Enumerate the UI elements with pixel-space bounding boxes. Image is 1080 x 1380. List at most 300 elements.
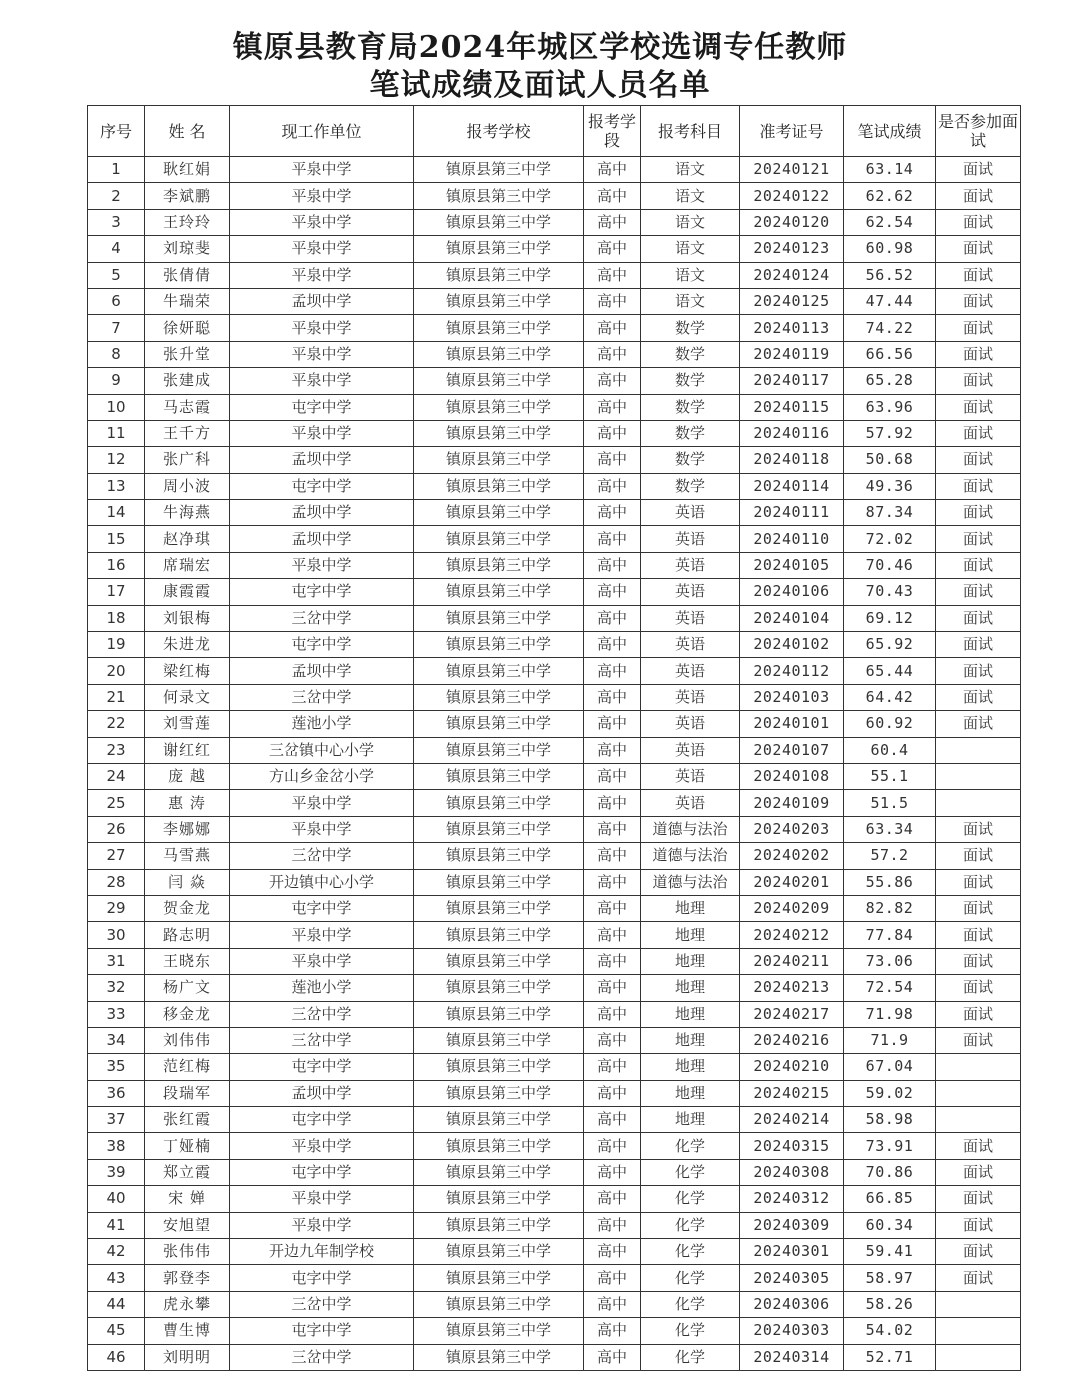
- cell-name: 庞 越: [145, 763, 230, 789]
- cell-interview: 面试: [936, 895, 1021, 921]
- table-row: [88, 1001, 1021, 1027]
- cell-unit: 孟坝中学: [230, 500, 414, 526]
- table-header: [88, 106, 1021, 157]
- cell-level: 高中: [584, 183, 641, 209]
- cell-interview: 面试: [936, 658, 1021, 684]
- cell-exam-id: 20240117: [740, 368, 844, 394]
- col-header-interview: 是否参加面试: [936, 106, 1021, 157]
- cell-interview: 面试: [936, 368, 1021, 394]
- cell-score: 70.43: [844, 579, 936, 605]
- cell-name: 安旭望: [145, 1212, 230, 1238]
- cell-unit: 方山乡金岔小学: [230, 763, 414, 789]
- cell-index: 27: [88, 843, 145, 869]
- cell-level: 高中: [584, 552, 641, 578]
- cell-unit: 平泉中学: [230, 790, 414, 816]
- cell-score: 51.5: [844, 790, 936, 816]
- cell-school: 镇原县第三中学: [414, 209, 584, 235]
- cell-school: 镇原县第三中学: [414, 632, 584, 658]
- cell-subject: 地理: [641, 975, 740, 1001]
- cell-index: 22: [88, 711, 145, 737]
- cell-name: 李斌鹏: [145, 183, 230, 209]
- cell-index: 21: [88, 684, 145, 710]
- cell-unit: 孟坝中学: [230, 288, 414, 314]
- cell-score: 67.04: [844, 1054, 936, 1080]
- cell-school: 镇原县第三中学: [414, 684, 584, 710]
- cell-unit: 三岔中学: [230, 605, 414, 631]
- table-row: [88, 711, 1021, 737]
- table-row: [88, 1107, 1021, 1133]
- cell-unit: 屯字中学: [230, 394, 414, 420]
- cell-level: 高中: [584, 526, 641, 552]
- cell-exam-id: 20240124: [740, 262, 844, 288]
- title-line-1: 镇原县教育局2024年城区学校选调专任教师: [232, 30, 848, 65]
- cell-interview: [936, 1107, 1021, 1133]
- col-header-exam-id: 准考证号: [740, 106, 844, 157]
- cell-score: 73.06: [844, 948, 936, 974]
- title-line-2: 笔试成绩及面试人员名单: [369, 68, 711, 103]
- cell-score: 57.92: [844, 420, 936, 446]
- cell-subject: 地理: [641, 895, 740, 921]
- cell-exam-id: 20240104: [740, 605, 844, 631]
- cell-index: 33: [88, 1001, 145, 1027]
- cell-level: 高中: [584, 1186, 641, 1212]
- cell-exam-id: 20240115: [740, 394, 844, 420]
- cell-school: 镇原县第三中学: [414, 790, 584, 816]
- cell-subject: 语文: [641, 236, 740, 262]
- cell-school: 镇原县第三中学: [414, 975, 584, 1001]
- table-row: [88, 447, 1021, 473]
- cell-subject: 地理: [641, 948, 740, 974]
- cell-subject: 化学: [641, 1344, 740, 1370]
- cell-level: 高中: [584, 1212, 641, 1238]
- cell-exam-id: 20240306: [740, 1291, 844, 1317]
- table-row: [88, 500, 1021, 526]
- cell-index: 18: [88, 605, 145, 631]
- cell-unit: 平泉中学: [230, 948, 414, 974]
- cell-school: 镇原县第三中学: [414, 368, 584, 394]
- cell-level: 高中: [584, 341, 641, 367]
- cell-name: 张升堂: [145, 341, 230, 367]
- cell-name: 谢红红: [145, 737, 230, 763]
- cell-unit: 三岔中学: [230, 1001, 414, 1027]
- cell-subject: 语文: [641, 288, 740, 314]
- cell-index: 41: [88, 1212, 145, 1238]
- cell-level: 高中: [584, 763, 641, 789]
- cell-name: 张红霞: [145, 1107, 230, 1133]
- cell-level: 高中: [584, 658, 641, 684]
- cell-level: 高中: [584, 843, 641, 869]
- results-table: [87, 105, 1021, 1371]
- cell-exam-id: 20240301: [740, 1239, 844, 1265]
- cell-subject: 道德与法治: [641, 816, 740, 842]
- cell-name: 席瑞宏: [145, 552, 230, 578]
- table-body: [88, 157, 1021, 1371]
- cell-school: 镇原县第三中学: [414, 1186, 584, 1212]
- table-row: [88, 1080, 1021, 1106]
- cell-index: 19: [88, 632, 145, 658]
- cell-unit: 平泉中学: [230, 368, 414, 394]
- cell-school: 镇原县第三中学: [414, 605, 584, 631]
- cell-exam-id: 20240308: [740, 1159, 844, 1185]
- cell-level: 高中: [584, 737, 641, 763]
- cell-name: 牛瑞荣: [145, 288, 230, 314]
- cell-subject: 地理: [641, 1027, 740, 1053]
- cell-level: 高中: [584, 1239, 641, 1265]
- col-header-index: 序号: [88, 106, 145, 157]
- cell-score: 63.96: [844, 394, 936, 420]
- cell-school: 镇原县第三中学: [414, 1001, 584, 1027]
- cell-level: 高中: [584, 236, 641, 262]
- cell-unit: 屯字中学: [230, 1159, 414, 1185]
- cell-subject: 地理: [641, 1080, 740, 1106]
- cell-name: 梁红梅: [145, 658, 230, 684]
- cell-subject: 语文: [641, 157, 740, 183]
- cell-interview: 面试: [936, 341, 1021, 367]
- cell-subject: 英语: [641, 552, 740, 578]
- cell-school: 镇原县第三中学: [414, 922, 584, 948]
- table-row: [88, 737, 1021, 763]
- table-row: [88, 368, 1021, 394]
- cell-subject: 英语: [641, 579, 740, 605]
- cell-name: 闫 焱: [145, 869, 230, 895]
- cell-unit: 三岔中学: [230, 684, 414, 710]
- cell-interview: [936, 1344, 1021, 1370]
- cell-score: 65.44: [844, 658, 936, 684]
- col-header-level: 报考学段: [584, 106, 641, 157]
- cell-score: 66.56: [844, 341, 936, 367]
- cell-school: 镇原县第三中学: [414, 236, 584, 262]
- table-row: [88, 209, 1021, 235]
- cell-score: 54.02: [844, 1318, 936, 1344]
- cell-index: 37: [88, 1107, 145, 1133]
- cell-index: 23: [88, 737, 145, 763]
- cell-name: 周小波: [145, 473, 230, 499]
- cell-exam-id: 20240215: [740, 1080, 844, 1106]
- table-row: [88, 473, 1021, 499]
- cell-unit: 屯字中学: [230, 1107, 414, 1133]
- cell-index: 1: [88, 157, 145, 183]
- cell-exam-id: 20240120: [740, 209, 844, 235]
- table-row: [88, 1344, 1021, 1370]
- cell-subject: 英语: [641, 632, 740, 658]
- cell-index: 31: [88, 948, 145, 974]
- cell-unit: 屯字中学: [230, 1318, 414, 1344]
- cell-subject: 语文: [641, 209, 740, 235]
- cell-score: 77.84: [844, 922, 936, 948]
- cell-name: 刘明明: [145, 1344, 230, 1370]
- cell-unit: 开边九年制学校: [230, 1239, 414, 1265]
- cell-exam-id: 20240312: [740, 1186, 844, 1212]
- cell-subject: 化学: [641, 1239, 740, 1265]
- cell-level: 高中: [584, 500, 641, 526]
- cell-index: 38: [88, 1133, 145, 1159]
- cell-score: 60.92: [844, 711, 936, 737]
- cell-level: 高中: [584, 1159, 641, 1185]
- cell-interview: 面试: [936, 843, 1021, 869]
- cell-interview: 面试: [936, 1212, 1021, 1238]
- cell-interview: 面试: [936, 711, 1021, 737]
- cell-interview: 面试: [936, 420, 1021, 446]
- cell-level: 高中: [584, 473, 641, 499]
- cell-subject: 英语: [641, 763, 740, 789]
- cell-score: 60.4: [844, 737, 936, 763]
- cell-score: 59.02: [844, 1080, 936, 1106]
- cell-exam-id: 20240102: [740, 632, 844, 658]
- cell-exam-id: 20240305: [740, 1265, 844, 1291]
- cell-exam-id: 20240210: [740, 1054, 844, 1080]
- cell-name: 惠 涛: [145, 790, 230, 816]
- cell-level: 高中: [584, 1027, 641, 1053]
- cell-score: 60.34: [844, 1212, 936, 1238]
- cell-score: 62.62: [844, 183, 936, 209]
- table-row: [88, 526, 1021, 552]
- cell-subject: 数学: [641, 473, 740, 499]
- table-row: [88, 1239, 1021, 1265]
- cell-subject: 化学: [641, 1291, 740, 1317]
- cell-score: 47.44: [844, 288, 936, 314]
- cell-exam-id: 20240112: [740, 658, 844, 684]
- cell-school: 镇原县第三中学: [414, 447, 584, 473]
- cell-level: 高中: [584, 1291, 641, 1317]
- cell-score: 82.82: [844, 895, 936, 921]
- cell-level: 高中: [584, 315, 641, 341]
- table-row: [88, 843, 1021, 869]
- cell-unit: 平泉中学: [230, 262, 414, 288]
- table-row: [88, 236, 1021, 262]
- cell-subject: 化学: [641, 1133, 740, 1159]
- cell-exam-id: 20240212: [740, 922, 844, 948]
- cell-level: 高中: [584, 816, 641, 842]
- cell-unit: 平泉中学: [230, 236, 414, 262]
- cell-unit: 孟坝中学: [230, 1080, 414, 1106]
- cell-index: 36: [88, 1080, 145, 1106]
- cell-school: 镇原县第三中学: [414, 341, 584, 367]
- cell-interview: 面试: [936, 447, 1021, 473]
- cell-index: 16: [88, 552, 145, 578]
- cell-score: 69.12: [844, 605, 936, 631]
- cell-exam-id: 20240105: [740, 552, 844, 578]
- cell-index: 42: [88, 1239, 145, 1265]
- cell-exam-id: 20240109: [740, 790, 844, 816]
- cell-subject: 数学: [641, 341, 740, 367]
- cell-name: 张建成: [145, 368, 230, 394]
- cell-level: 高中: [584, 1133, 641, 1159]
- cell-index: 4: [88, 236, 145, 262]
- cell-level: 高中: [584, 368, 641, 394]
- cell-unit: 平泉中学: [230, 157, 414, 183]
- table-row: [88, 420, 1021, 446]
- cell-index: 32: [88, 975, 145, 1001]
- cell-school: 镇原县第三中学: [414, 895, 584, 921]
- cell-index: 13: [88, 473, 145, 499]
- table-row: [88, 763, 1021, 789]
- cell-score: 74.22: [844, 315, 936, 341]
- table-row: [88, 1027, 1021, 1053]
- table-row: [88, 288, 1021, 314]
- cell-name: 路志明: [145, 922, 230, 948]
- table-row: [88, 658, 1021, 684]
- cell-subject: 语文: [641, 183, 740, 209]
- cell-school: 镇原县第三中学: [414, 262, 584, 288]
- cell-unit: 平泉中学: [230, 209, 414, 235]
- cell-school: 镇原县第三中学: [414, 315, 584, 341]
- cell-subject: 化学: [641, 1265, 740, 1291]
- cell-exam-id: 20240123: [740, 236, 844, 262]
- table-row: [88, 552, 1021, 578]
- cell-score: 70.86: [844, 1159, 936, 1185]
- table-row: [88, 1265, 1021, 1291]
- table-row: [88, 922, 1021, 948]
- cell-index: 39: [88, 1159, 145, 1185]
- cell-score: 70.46: [844, 552, 936, 578]
- table-row: [88, 341, 1021, 367]
- cell-name: 康霞霞: [145, 579, 230, 605]
- table-row: [88, 632, 1021, 658]
- cell-school: 镇原县第三中学: [414, 1027, 584, 1053]
- cell-interview: 面试: [936, 1159, 1021, 1185]
- cell-interview: 面试: [936, 1001, 1021, 1027]
- cell-index: 2: [88, 183, 145, 209]
- cell-interview: 面试: [936, 473, 1021, 499]
- cell-school: 镇原县第三中学: [414, 1080, 584, 1106]
- cell-interview: [936, 737, 1021, 763]
- cell-school: 镇原县第三中学: [414, 763, 584, 789]
- table-row: [88, 157, 1021, 183]
- cell-school: 镇原县第三中学: [414, 526, 584, 552]
- cell-exam-id: 20240214: [740, 1107, 844, 1133]
- cell-index: 5: [88, 262, 145, 288]
- cell-name: 何录文: [145, 684, 230, 710]
- cell-exam-id: 20240101: [740, 711, 844, 737]
- cell-index: 9: [88, 368, 145, 394]
- cell-interview: 面试: [936, 157, 1021, 183]
- cell-unit: 三岔镇中心小学: [230, 737, 414, 763]
- cell-subject: 化学: [641, 1212, 740, 1238]
- cell-name: 杨广文: [145, 975, 230, 1001]
- cell-interview: [936, 763, 1021, 789]
- cell-subject: 英语: [641, 526, 740, 552]
- cell-exam-id: 20240118: [740, 447, 844, 473]
- cell-unit: 平泉中学: [230, 315, 414, 341]
- cell-interview: 面试: [936, 816, 1021, 842]
- cell-interview: 面试: [936, 236, 1021, 262]
- table-row: [88, 1159, 1021, 1185]
- cell-name: 段瑞军: [145, 1080, 230, 1106]
- cell-index: 44: [88, 1291, 145, 1317]
- table-row: [88, 315, 1021, 341]
- cell-index: 45: [88, 1318, 145, 1344]
- cell-school: 镇原县第三中学: [414, 552, 584, 578]
- table-row: [88, 684, 1021, 710]
- cell-name: 曹生博: [145, 1318, 230, 1344]
- cell-exam-id: 20240111: [740, 500, 844, 526]
- cell-exam-id: 20240203: [740, 816, 844, 842]
- cell-score: 65.28: [844, 368, 936, 394]
- cell-unit: 屯字中学: [230, 1054, 414, 1080]
- cell-interview: 面试: [936, 315, 1021, 341]
- cell-level: 高中: [584, 288, 641, 314]
- cell-score: 58.26: [844, 1291, 936, 1317]
- cell-score: 55.86: [844, 869, 936, 895]
- table-row: [88, 579, 1021, 605]
- cell-score: 72.02: [844, 526, 936, 552]
- cell-index: 28: [88, 869, 145, 895]
- cell-index: 17: [88, 579, 145, 605]
- cell-level: 高中: [584, 684, 641, 710]
- cell-index: 25: [88, 790, 145, 816]
- cell-name: 王千方: [145, 420, 230, 446]
- cell-unit: 莲池小学: [230, 711, 414, 737]
- cell-name: 范红梅: [145, 1054, 230, 1080]
- cell-exam-id: 20240110: [740, 526, 844, 552]
- cell-interview: 面试: [936, 869, 1021, 895]
- cell-school: 镇原县第三中学: [414, 658, 584, 684]
- cell-level: 高中: [584, 922, 641, 948]
- cell-level: 高中: [584, 605, 641, 631]
- cell-score: 64.42: [844, 684, 936, 710]
- cell-level: 高中: [584, 1265, 641, 1291]
- cell-exam-id: 20240125: [740, 288, 844, 314]
- cell-exam-id: 20240216: [740, 1027, 844, 1053]
- table-row: [88, 869, 1021, 895]
- cell-school: 镇原县第三中学: [414, 183, 584, 209]
- cell-exam-id: 20240217: [740, 1001, 844, 1027]
- cell-level: 高中: [584, 157, 641, 183]
- cell-school: 镇原县第三中学: [414, 579, 584, 605]
- cell-exam-id: 20240303: [740, 1318, 844, 1344]
- cell-name: 赵净琪: [145, 526, 230, 552]
- cell-exam-id: 20240108: [740, 763, 844, 789]
- cell-subject: 数学: [641, 315, 740, 341]
- cell-level: 高中: [584, 420, 641, 446]
- cell-unit: 平泉中学: [230, 183, 414, 209]
- cell-unit: 平泉中学: [230, 1133, 414, 1159]
- cell-unit: 平泉中学: [230, 552, 414, 578]
- cell-unit: 平泉中学: [230, 341, 414, 367]
- cell-index: 7: [88, 315, 145, 341]
- cell-subject: 地理: [641, 922, 740, 948]
- cell-level: 高中: [584, 209, 641, 235]
- cell-school: 镇原县第三中学: [414, 1054, 584, 1080]
- cell-index: 8: [88, 341, 145, 367]
- cell-name: 移金龙: [145, 1001, 230, 1027]
- cell-subject: 化学: [641, 1318, 740, 1344]
- cell-interview: [936, 1054, 1021, 1080]
- cell-score: 73.91: [844, 1133, 936, 1159]
- cell-subject: 语文: [641, 262, 740, 288]
- cell-name: 张倩倩: [145, 262, 230, 288]
- cell-name: 丁娅楠: [145, 1133, 230, 1159]
- cell-school: 镇原县第三中学: [414, 473, 584, 499]
- cell-name: 耿红娟: [145, 157, 230, 183]
- cell-subject: 英语: [641, 684, 740, 710]
- cell-school: 镇原县第三中学: [414, 1159, 584, 1185]
- cell-score: 49.36: [844, 473, 936, 499]
- cell-name: 张伟伟: [145, 1239, 230, 1265]
- cell-index: 26: [88, 816, 145, 842]
- cell-level: 高中: [584, 895, 641, 921]
- table-row: [88, 1212, 1021, 1238]
- cell-subject: 地理: [641, 1001, 740, 1027]
- cell-score: 55.1: [844, 763, 936, 789]
- cell-index: 46: [88, 1344, 145, 1370]
- cell-unit: 三岔中学: [230, 1291, 414, 1317]
- col-header-score: 笔试成绩: [844, 106, 936, 157]
- cell-level: 高中: [584, 579, 641, 605]
- cell-name: 刘银梅: [145, 605, 230, 631]
- cell-subject: 英语: [641, 711, 740, 737]
- cell-interview: 面试: [936, 526, 1021, 552]
